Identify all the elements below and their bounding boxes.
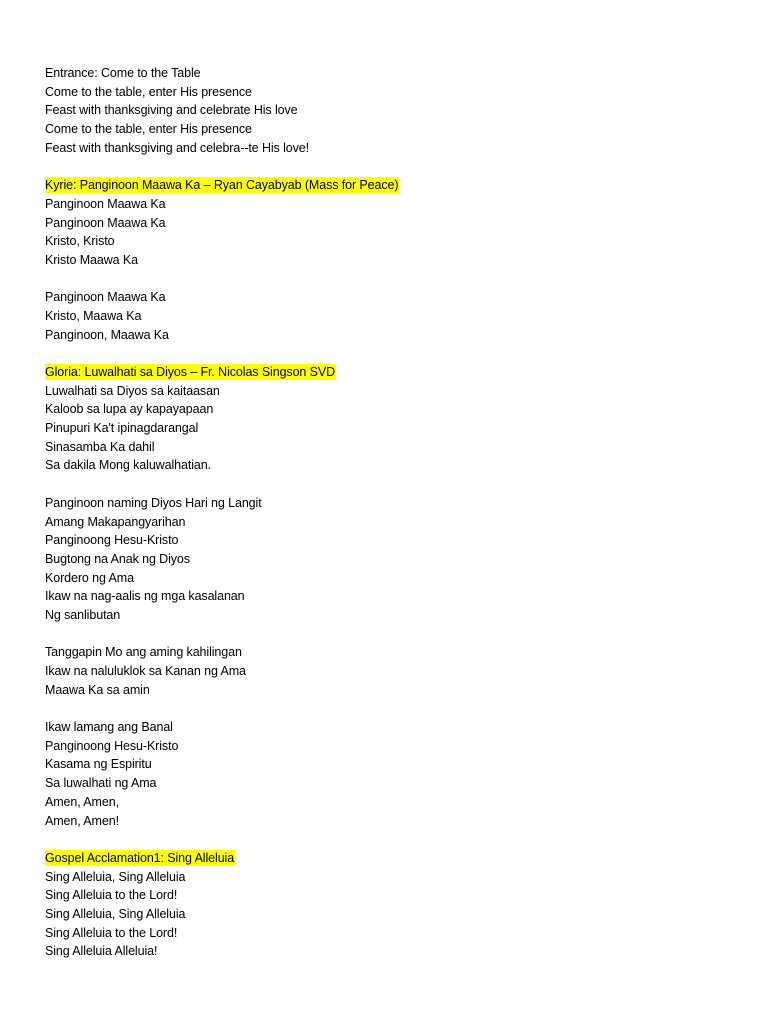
highlighted-title-text: Gloria: Luwalhati sa Diyos – Fr. Nicolas Singson SVD [45, 365, 336, 379]
lyric-line: Maawa Ka sa amin [45, 682, 150, 697]
lyric-line: Sing Alleluia, Sing Alleluia [45, 869, 186, 884]
lyric-line: Kristo Maawa Ka [45, 252, 138, 267]
lyric-line: Panginoon Maawa Ka [45, 215, 166, 230]
lyric-line: Amen, Amen, [45, 794, 119, 809]
highlighted-title-text: Kyrie: Panginoon Maawa Ka – Ryan Cayabyab (Mass for Peace) [45, 178, 399, 193]
lyric-line: Panginoon naming Diyos Hari ng Langit [45, 495, 262, 510]
song-section [45, 363, 735, 830]
song-section [45, 176, 735, 344]
lyric-line: Ng sanlibutan [45, 607, 121, 622]
lyric-line: Ikaw lamang ang Banal [45, 720, 173, 735]
lyric-line: Come to the table, enter His presence [45, 122, 252, 137]
lyric-line: Tanggapin Mo ang aming kahilingan [45, 645, 242, 660]
highlighted-title-text: Gospel Acclamation1: Sing Alleluia [45, 850, 235, 865]
song-section [45, 849, 735, 961]
lyric-line: Kristo, Kristo [45, 234, 115, 249]
stanza-break [45, 625, 735, 644]
lyric-line: Feast with thanksgiving and celebrate His love [45, 103, 298, 118]
lyric-line: Amen, Amen! [45, 813, 119, 828]
lyric-line: Sing Alleluia, Sing Alleluia [45, 906, 186, 921]
lyric-line: Panginoon Maawa Ka [45, 290, 166, 305]
section-gap [45, 344, 735, 363]
title-text: Entrance: Come to the Table [45, 66, 201, 80]
stanza-break [45, 475, 735, 494]
document-page [45, 64, 735, 961]
lyric-line: Panginoong Hesu-Kristo [45, 738, 179, 753]
section-title [45, 363, 735, 382]
lyric-line: Kristo, Maawa Ka [45, 308, 142, 323]
stanza-break [45, 699, 735, 718]
lyric-line: Sing Alleluia Alleluia! [45, 944, 158, 959]
lyric-line: Panginoong Hesu-Kristo [45, 533, 179, 548]
section-gap [45, 830, 735, 849]
section-gap [45, 157, 735, 176]
lyric-line: Panginoon Maawa Ka [45, 196, 166, 211]
lyric-line: Ikaw na naluluklok sa Kanan ng Ama [45, 664, 246, 678]
section-title [45, 176, 735, 195]
lyric-line: Kordero ng Ama [45, 570, 134, 585]
stanza-break [45, 270, 735, 289]
lyric-line: Sing Alleluia to the Lord! [45, 925, 178, 940]
lyric-line: Pinupuri Ka't ipinagdarangal [45, 421, 199, 436]
lyric-line: Sing Alleluia to the Lord! [45, 888, 178, 903]
section-title [45, 849, 735, 868]
lyric-line: Kaloob sa lupa ay kapayapaan [45, 402, 214, 417]
lyric-line: Feast with thanksgiving and celebra--te His love! [45, 140, 309, 155]
lyric-line: Sinasamba Ka dahil [45, 439, 155, 454]
song-section [45, 64, 735, 157]
lyric-line: Luwalhati sa Diyos sa kaitaasan [45, 383, 220, 398]
lyric-line: Bugtong na Anak ng Diyos [45, 551, 190, 566]
lyric-line: Sa luwalhati ng Ama [45, 776, 157, 791]
section-title [45, 64, 735, 83]
lyric-line: Panginoon, Maawa Ka [45, 327, 169, 342]
lyric-line: Sa dakila Mong kaluwalhatian. [45, 458, 211, 473]
lyric-line: Ikaw na nag-aalis ng mga kasalanan [45, 589, 245, 604]
lyric-line: Come to the table, enter His presence [45, 84, 252, 99]
lyric-line: Amang Makapangyarihan [45, 514, 186, 529]
lyric-line: Kasama ng Espiritu [45, 757, 152, 772]
